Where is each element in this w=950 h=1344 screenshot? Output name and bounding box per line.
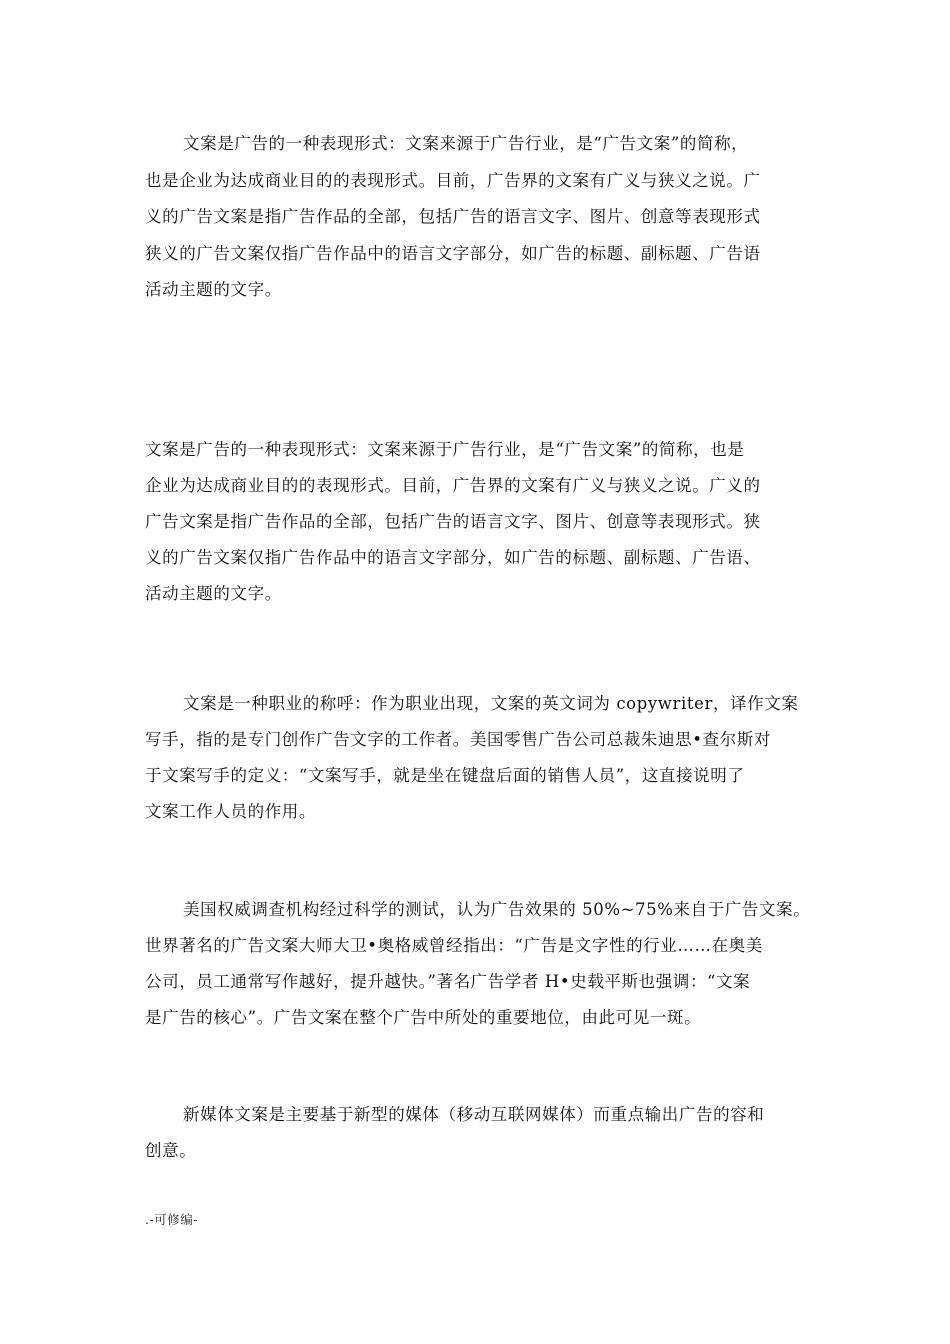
text-line: 狭义的广告文案仅指广告作品中的语言文字部分，如广告的标题、副标题、广告语: [145, 243, 761, 263]
paragraph-copy-importance: [145, 892, 815, 1036]
text-line: 义的广告文案是指广告作品的全部，包括广告的语言文字、图片、创意等表现形式: [145, 207, 761, 226]
text-line: 世界著名的广告文案大师大卫•奥格威曾经指出：“广告是文字性的行业……在奥美: [145, 936, 763, 955]
page-footer: .-可修编-: [145, 1212, 198, 1227]
text-line: 文案是广告的一种表现形式：文案来源于广告行业，是“广告文案”的简称，: [183, 134, 749, 153]
paragraph-copy-definition-indented: [145, 126, 815, 309]
text-line: 写手，指的是专门创作广告文字的工作者。美国零售广告公司总裁朱迪思•查尔斯对: [145, 730, 771, 749]
paragraph-copy-definition: [145, 432, 815, 612]
text-line: 活动主题的文字。: [145, 584, 282, 603]
text-line: 广告文案是指广告作品的全部，包括广告的语言文字、图片、创意等表现形式。狭: [145, 512, 761, 531]
text-line: 公司，员工通常写作越好，提升越快。”著名广告学者 H•史载平斯也强调：“文案: [145, 972, 751, 991]
text-line: 也是企业为达成商业目的的表现形式。目前，广告界的文案有广义与狭义之说。广: [145, 170, 761, 190]
text-line: 于文案写手的定义：“文案写手，就是坐在键盘后面的销售人员”，这直接说明了: [145, 766, 745, 785]
text-line: 活动主题的文字。: [145, 280, 282, 299]
text-line: 企业为达成商业目的的表现形式。目前，广告界的文案有广义与狭义之说。广义的: [145, 476, 761, 495]
text-line: 文案是广告的一种表现形式：文案来源于广告行业，是“广告文案”的简称，也是: [145, 440, 745, 459]
text-line: 是广告的核心”。广告文案在整个广告中所处的重要地位，由此可见一斑。: [145, 1008, 702, 1027]
text-line: 文案工作人员的作用。: [145, 802, 316, 821]
text-line: 义的广告文案仅指广告作品中的语言文字部分，如广告的标题、副标题、广告语、: [145, 548, 761, 567]
text-line: 新媒体文案是主要基于新型的媒体（移动互联网媒体）而重点输出广告的容和: [183, 1105, 765, 1124]
text-line: 创意。: [145, 1141, 197, 1160]
text-line: 美国权威调查机构经过科学的测试，认为广告效果的 50%~75%来自于广告文案。: [183, 900, 811, 919]
paragraph-new-media-copy: [145, 1097, 815, 1169]
text-line: 文案是一种职业的称呼：作为职业出现，文案的英文词为 copywriter，译作文案: [183, 694, 799, 713]
paragraph-copywriter-profession: [145, 686, 815, 830]
